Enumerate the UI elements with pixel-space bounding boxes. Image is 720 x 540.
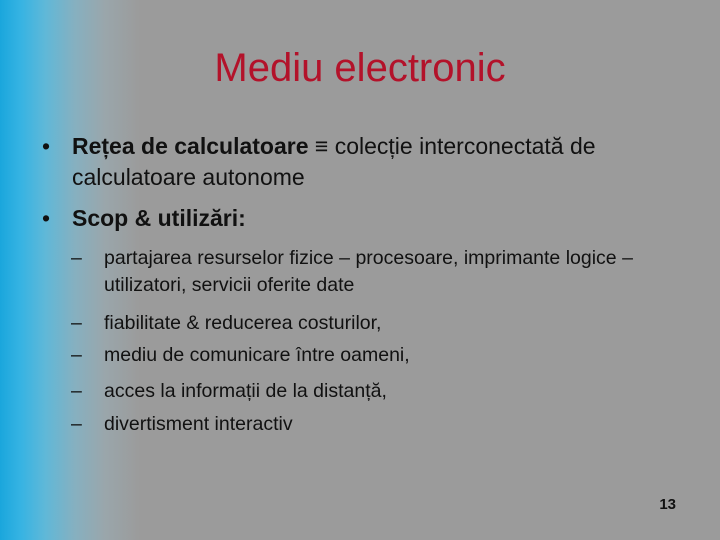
sub-item (71, 245, 704, 299)
bullet-marker: • (42, 133, 51, 159)
bullet-item (42, 131, 692, 193)
bullet-marker: • (42, 205, 51, 231)
sub-item (71, 411, 704, 438)
sub-text: divertisment interactiv (104, 413, 293, 435)
sub-marker: – (71, 413, 82, 435)
sub-marker: – (71, 247, 82, 269)
sub-marker: – (71, 380, 82, 402)
slide-title: Mediu electronic (214, 46, 506, 90)
sub-text: partajarea resurselor fizice – procesoare, imprimante logice – utilizatori, servicii oferite date (104, 247, 633, 296)
sub-marker: – (71, 312, 82, 334)
sub-text: mediu de comunicare între oameni, (104, 344, 410, 366)
bullet-item (42, 203, 692, 234)
bullet-term: Scop & utilizări: (72, 205, 246, 231)
sub-item (71, 310, 704, 337)
sub-text: fiabilitate & reducerea costurilor, (104, 312, 382, 334)
sub-item (71, 342, 704, 369)
sub-item (71, 378, 704, 405)
page-number: 13 (659, 496, 676, 513)
bullet-term: Rețea de calculatoare (72, 133, 309, 159)
sub-text: acces la informații de la distanță, (104, 380, 387, 402)
bullet-text: ≡ colecție interconectată de calculatoare autonome (72, 133, 596, 190)
sub-marker: – (71, 344, 82, 366)
